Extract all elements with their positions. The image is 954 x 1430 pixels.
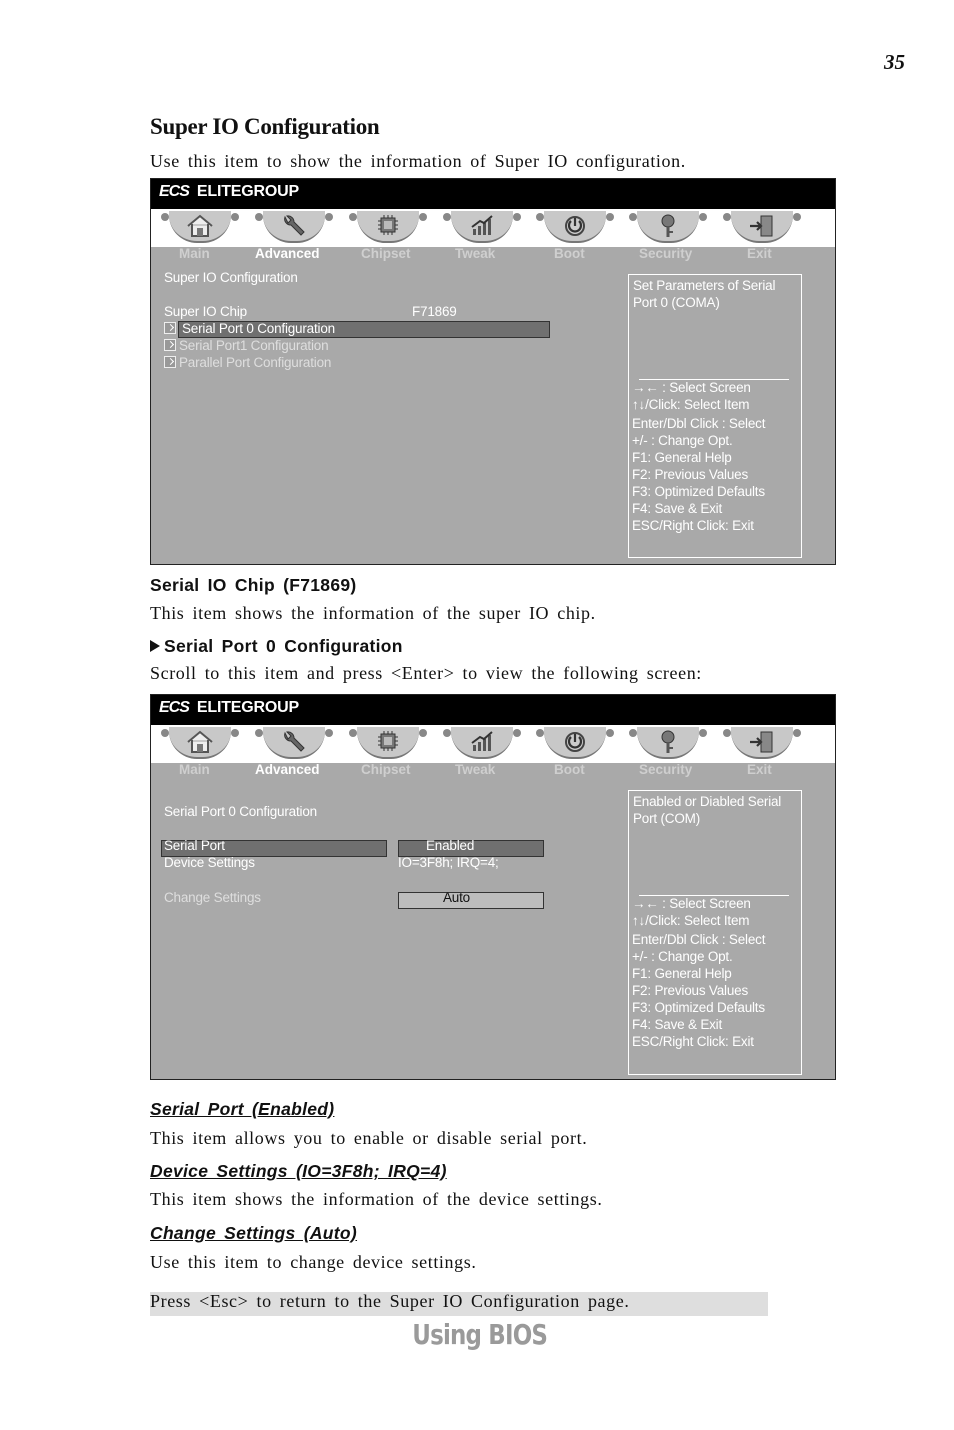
nav-help-line: F1: General Help <box>632 450 732 465</box>
change-settings-label: Change Settings <box>164 890 261 905</box>
screen-heading: Serial Port 0 Configuration <box>164 804 317 819</box>
nav-help-line: F4: Save & Exit <box>632 1017 723 1032</box>
nav-help-line: →← : Select Screen <box>632 896 751 911</box>
menu-item-serial-port1[interactable]: Serial Port1 Configuration <box>179 338 329 353</box>
tab-bar <box>151 763 835 779</box>
bullet-arrow-icon <box>150 640 160 652</box>
help-description-line1: Set Parameters of Serial <box>633 278 776 293</box>
tab-icon-exit[interactable] <box>723 727 801 761</box>
tab-bar <box>151 247 835 263</box>
nav-help-line: Enter/Dbl Click : Select <box>632 932 766 947</box>
tab-advanced[interactable]: Advanced <box>255 246 320 261</box>
serial-io-chip-heading: Serial IO Chip (F71869) <box>150 575 357 595</box>
tab-security[interactable]: Security <box>639 762 693 777</box>
submenu-arrow-icon <box>164 356 176 368</box>
tab-icon-security[interactable] <box>629 727 707 761</box>
screen-heading: Super IO Configuration <box>164 270 298 285</box>
brand-logo: ECS ELITEGROUP <box>159 183 299 200</box>
change-settings-select[interactable] <box>398 892 544 909</box>
super-io-chip-value: F71869 <box>412 304 457 319</box>
nav-help-line: F4: Save & Exit <box>632 501 723 516</box>
brand-logo: ECS ELITEGROUP <box>159 699 299 716</box>
nav-help-line: Enter/Dbl Click : Select <box>632 416 766 431</box>
super-io-chip-label: Super IO Chip <box>164 304 247 319</box>
bios-screen-serial-port0 <box>150 694 836 1080</box>
nav-help-line: +/- : Change Opt. <box>632 433 733 448</box>
tab-icon-strip <box>151 725 835 763</box>
serial-port-value: Enabled <box>426 838 475 853</box>
serial-port0-text: Scroll to this item and press <Enter> to view the following screen: <box>150 663 702 683</box>
return-note: Press <Esc> to return to the Super IO Configuration page. <box>150 1291 630 1311</box>
tab-icon-advanced[interactable] <box>255 727 333 761</box>
help-description-line2: Port (COM) <box>633 811 700 826</box>
nav-help-line: +/- : Change Opt. <box>632 949 733 964</box>
device-settings-label: Device Settings <box>164 855 255 870</box>
tab-tweak[interactable]: Tweak <box>455 246 496 261</box>
tab-icon-boot[interactable] <box>536 727 614 761</box>
section-title: Super IO Configuration <box>150 114 380 139</box>
serial-port-item-text: This item allows you to enable or disable serial port. <box>150 1128 588 1148</box>
serial-io-chip-text: This item shows the information of the super IO chip. <box>150 603 596 623</box>
serial-port-item-heading: Serial Port (Enabled) <box>150 1099 335 1119</box>
device-settings-value: IO=3F8h; IRQ=4; <box>398 855 499 870</box>
nav-help-line: ↑↓/Click: Select Item <box>632 397 750 412</box>
tab-chipset[interactable]: Chipset <box>361 762 411 777</box>
bios-screen-super-io <box>150 178 836 565</box>
submenu-arrow-icon <box>164 339 176 351</box>
bios-title-bar <box>151 179 835 209</box>
device-settings-item-text: This item shows the information of the device settings. <box>150 1189 603 1209</box>
device-settings-item-heading: Device Settings (IO=3F8h; IRQ=4) <box>150 1161 447 1181</box>
tab-boot[interactable]: Boot <box>554 762 585 777</box>
nav-help-line: →← : Select Screen <box>632 380 751 395</box>
change-settings-item-heading: Change Settings (Auto) <box>150 1223 358 1243</box>
tab-icon-chipset[interactable] <box>349 211 427 245</box>
change-settings-item-text: Use this item to change device settings. <box>150 1252 477 1272</box>
footer-title: Using BIOS <box>412 1318 548 1351</box>
tab-advanced[interactable]: Advanced <box>255 762 320 777</box>
tab-icon-exit[interactable] <box>723 211 801 245</box>
menu-item-serial-port0-label: Serial Port 0 Configuration <box>182 321 335 336</box>
submenu-arrow-icon <box>164 322 176 334</box>
tab-main[interactable]: Main <box>179 246 210 261</box>
tab-icon-main[interactable] <box>161 727 239 761</box>
page-number: 35 <box>884 50 905 74</box>
bios-title-bar <box>151 695 835 725</box>
nav-help-line: F1: General Help <box>632 966 732 981</box>
nav-help-line: ESC/Right Click: Exit <box>632 1034 754 1049</box>
change-settings-value: Auto <box>443 890 470 905</box>
tab-icon-strip <box>151 209 835 247</box>
nav-help-line: ↑↓/Click: Select Item <box>632 913 750 928</box>
help-panel <box>628 274 802 558</box>
nav-help-line: F2: Previous Values <box>632 467 749 482</box>
tab-exit[interactable]: Exit <box>747 762 772 777</box>
help-panel <box>628 790 802 1075</box>
serial-port-label: Serial Port <box>164 838 225 853</box>
tab-icon-main[interactable] <box>161 211 239 245</box>
help-description-line1: Enabled or Diabled Serial <box>633 794 782 809</box>
serial-port0-heading: Serial Port 0 Configuration <box>150 636 403 657</box>
tab-icon-advanced[interactable] <box>255 211 333 245</box>
tab-icon-security[interactable] <box>629 211 707 245</box>
tab-main[interactable]: Main <box>179 762 210 777</box>
tab-chipset[interactable]: Chipset <box>361 246 411 261</box>
nav-help-line: F3: Optimized Defaults <box>632 484 765 499</box>
intro-text: Use this item to show the information of Super IO configuration. <box>150 151 686 171</box>
tab-icon-tweak[interactable] <box>443 727 521 761</box>
menu-item-parallel-port[interactable]: Parallel Port Configuration <box>179 355 332 370</box>
tab-security[interactable]: Security <box>639 246 693 261</box>
nav-help-line: F2: Previous Values <box>632 983 749 998</box>
nav-help-line: ESC/Right Click: Exit <box>632 518 754 533</box>
tab-boot[interactable]: Boot <box>554 246 585 261</box>
tab-icon-chipset[interactable] <box>349 727 427 761</box>
tab-exit[interactable]: Exit <box>747 246 772 261</box>
help-description-line2: Port 0 (COMA) <box>633 295 720 310</box>
tab-icon-boot[interactable] <box>536 211 614 245</box>
tab-icon-tweak[interactable] <box>443 211 521 245</box>
tab-tweak[interactable]: Tweak <box>455 762 496 777</box>
nav-help-line: F3: Optimized Defaults <box>632 1000 765 1015</box>
